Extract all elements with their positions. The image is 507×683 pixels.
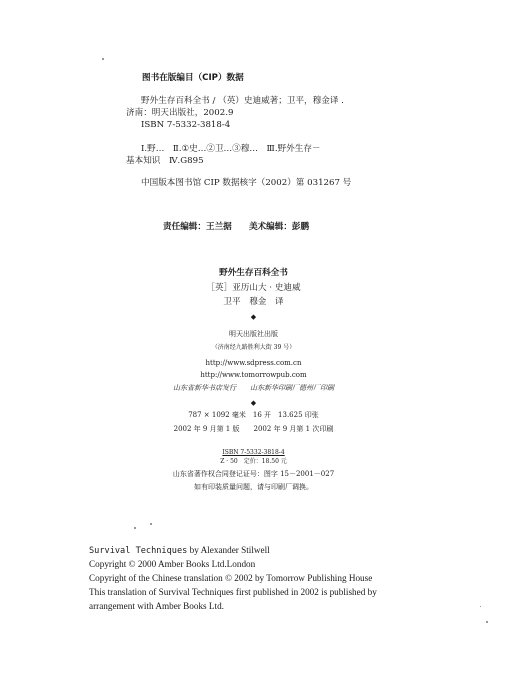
english-line-1 bbox=[89, 544, 270, 557]
scan-speck bbox=[134, 527, 136, 529]
scan-speck bbox=[102, 58, 104, 60]
scan-speck bbox=[486, 621, 488, 623]
english-byline: by Alexander Stilwell bbox=[187, 545, 270, 555]
book-translators: 卫平 穆金 译 bbox=[223, 297, 284, 307]
cip-heading: 图书在版编目（CIP）数据 bbox=[142, 73, 244, 83]
publisher-address: （济南经九路胜利大街 39 号） bbox=[211, 344, 296, 351]
english-line-4: This translation of Survival Techniques first published in 2002 is published by bbox=[89, 587, 377, 597]
book-title: 野外生存百科全书 bbox=[219, 268, 288, 278]
cip-line-2: 济南：明天出版社，2002.9 bbox=[126, 108, 234, 118]
cip-line-1: 野外生存百科全书 / （英）史迪威著；卫平，穆金译 . bbox=[141, 96, 344, 106]
english-line-3: Copyright of the Chinese translation © 2002 by Tomorrow Publishing House bbox=[89, 573, 373, 583]
cip-number: 中国版本图书馆 CIP 数据核字（2002）第 031267 号 bbox=[141, 178, 352, 188]
cip-line-4: Ⅰ.野… Ⅱ.①史…②卫…③穆… Ⅲ.野外生存－ bbox=[141, 144, 321, 154]
book-edition: 2002 年 9 月第 1 版 2002 年 9 月第 1 次印刷 bbox=[173, 425, 334, 433]
cip-line-5: 基本知识 Ⅳ.G895 bbox=[126, 156, 204, 166]
scan-speck bbox=[480, 606, 481, 607]
copyright-registration: 山东省著作权合同登记证号：图字 15－2001－027 bbox=[172, 470, 335, 478]
distribution-line: 山东省新华书店发行 山东新华印刷厂德州厂印刷 bbox=[173, 384, 334, 392]
editors-line: 责任编辑：王兰据 美术编辑：彭鹏 bbox=[163, 222, 310, 232]
quality-notice: 如有印装质量问题，请与印刷厂调换。 bbox=[194, 483, 313, 491]
publisher: 明天出版社出版 bbox=[229, 330, 278, 338]
publisher-url-2: http://www.tomorrowpub.com bbox=[200, 371, 307, 379]
ornament-star: ◆ bbox=[250, 399, 257, 407]
book-price: Z · 50 定价：18.50 元 bbox=[220, 458, 287, 465]
ornament-star: ◆ bbox=[250, 313, 257, 321]
book-author: ［英］亚历山大 · 史迪威 bbox=[206, 283, 301, 293]
cip-isbn: ISBN 7-5332-3818-4 bbox=[141, 120, 231, 130]
publisher-url-1: http://www.sdpress.com.cn bbox=[205, 359, 302, 367]
book-isbn: ISBN 7-5332-3818-4 bbox=[222, 449, 285, 456]
english-line-2: Copyright © 2000 Amber Books Ltd.London bbox=[89, 559, 256, 569]
english-line-5: arrangement with Amber Books Ltd. bbox=[89, 601, 224, 611]
scan-speck bbox=[150, 523, 152, 525]
english-title: Survival Techniques bbox=[89, 546, 188, 556]
book-specs: 787 × 1092 毫米 16 开 13.625 印张 bbox=[188, 411, 319, 419]
